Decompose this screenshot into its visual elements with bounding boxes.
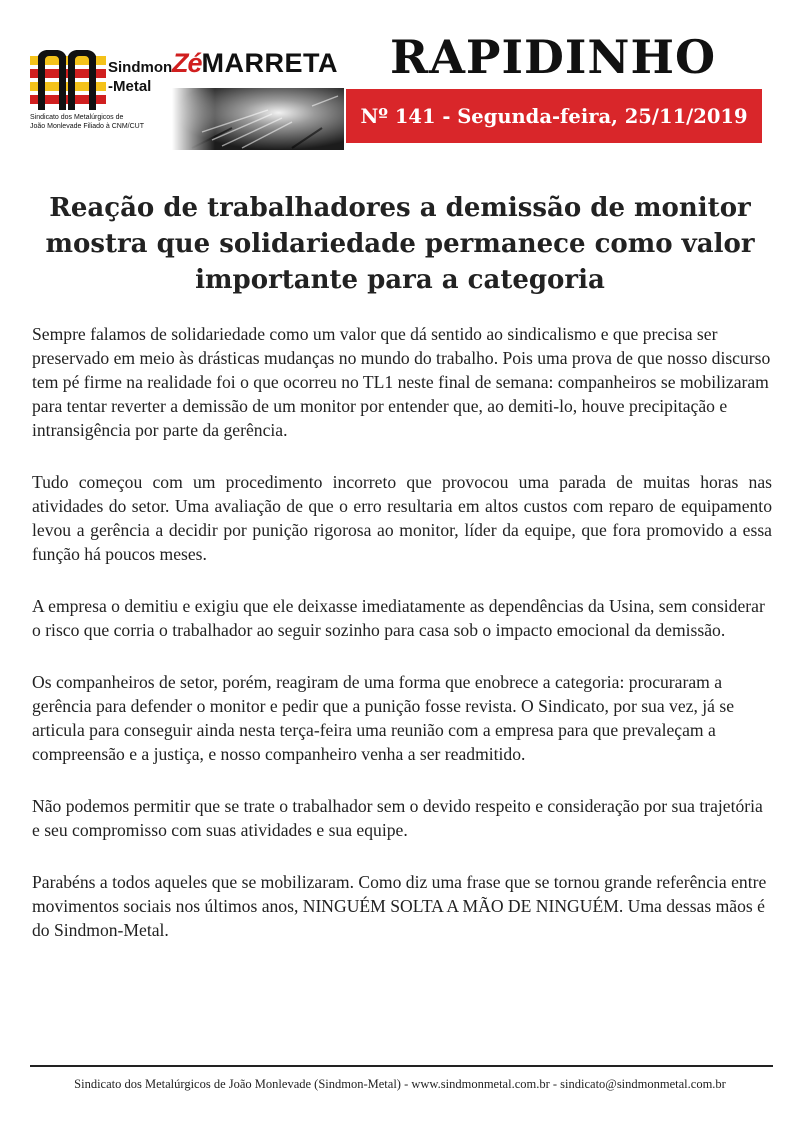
footer-contact: Sindicato dos Metalúrgicos de João Monlevade (Sindmon-Metal) - www.sindmonmetal.com.br - sindicato@sindmonmetal.com.br [74, 1077, 726, 1091]
issue-banner: Nº 141 - Segunda-feira, 25/11/2019 [346, 89, 762, 143]
hammer-photo [172, 88, 344, 150]
article-body [32, 322, 772, 942]
logo-name [108, 58, 173, 96]
newsletter-title: RAPIDINHO [390, 30, 717, 84]
logo-subtitle-line1: Sindicato dos Metalúrgicos de [30, 114, 124, 121]
paragraph-6: Parabéns a todos aqueles que se mobilizaram. Como diz uma frase que se tornou grande referência entre movimentos sociais nos últimos anos, NINGUÉM SOLTA A MÃO DE NINGUÉM. Uma dessas mãos é do Sindmon-Metal. [32, 872, 767, 940]
logo-subtitle [30, 114, 180, 131]
logo-subtitle-line2: João Monlevade Filiado à CNM/CUT [30, 122, 144, 130]
paragraph-3: A empresa o demitiu e exigiu que ele deixasse imediatamente as dependências da Usina, sem considerar o risco que corria o trabalhador ao seguir sozinho para casa sob o impacto emocional da demissão. [32, 596, 765, 640]
paragraph-4: Os companheiros de setor, porém, reagiram de uma forma que enobrece a categoria: procuraram a gerência para defender o monitor e pedir que a punição fosse revista. O Sindicato, por sua vez, já se articula para conseguir ainda nesta terça-feira uma reunião com a empresa para que prevaleçam a compreensão e a justiça, e nosso companheiro venha a ser readmitido. [32, 672, 735, 764]
ze-marreta-title [172, 48, 338, 78]
logo-name-line1: Sindmon [108, 59, 173, 76]
paragraph-2: Tudo começou com um procedimento incorreto que provocou uma parada de muitas horas nas atividades do setor. Uma avaliação de que o erro resultaria em altos custos com reparo de equipamento levou a gerência a decidir por punição rigorosa ao monitor, líder da equipe, que fora promovido a essa função há poucos meses. [32, 472, 772, 564]
article-headline: Reação de trabalhadores a demissão de monitor mostra que solidariedade permanece como valor importante para a categoria [45, 193, 755, 295]
ze-text: Zé [172, 48, 202, 78]
logo-name-line2: -Metal [108, 78, 152, 95]
sindmon-logo-icon [30, 50, 106, 112]
footer-divider [30, 1065, 773, 1067]
paragraph-1: Sempre falamos de solidariedade como um valor que dá sentido ao sindicalismo e que precisa ser preservado em meio às drásticas mudanças no mundo do trabalho. Pois uma prova de que nosso discurso tem pé firme na realidade foi o que ocorreu no TL1 neste final de semana: companheiros se mobilizaram para tentar reverter a demissão de um monitor por entender que, ao demiti-lo, houve precipitação e intransigência por parte da gerência. [32, 324, 771, 440]
marreta-text: MARRETA [201, 48, 338, 78]
paragraph-5: Não podemos permitir que se trate o trabalhador sem o devido respeito e consideração por sua trajetória e seu compromisso com suas atividades e sua equipe. [32, 796, 763, 840]
